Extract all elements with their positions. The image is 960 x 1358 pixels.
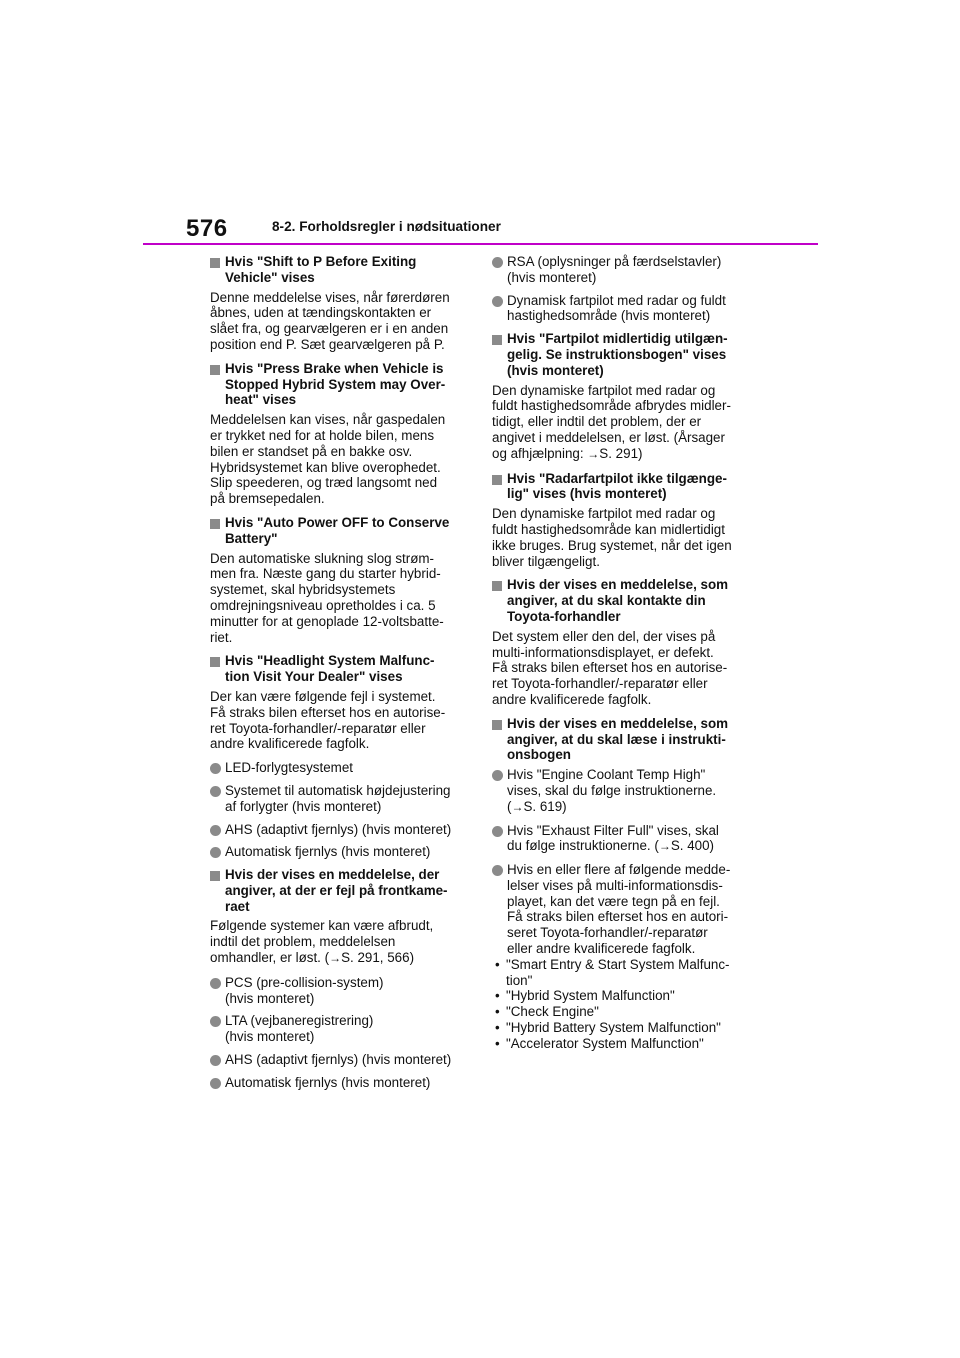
section-text: Den dynamiske fartpilot med radar og fuldt hastighedsområde kan midlertidigt ikke bruges. Brug systemet, når det igen bliver tilgængeligt. — [492, 506, 732, 569]
square-bullet-icon — [210, 657, 220, 667]
circle-bullet-icon — [492, 770, 503, 781]
section-heading: Hvis "Fartpilot midlertidig utilgæn- gelig. Se instruktionsbogen" vises (hvis monteret) — [492, 331, 754, 378]
arrow-right-icon: → — [511, 799, 524, 814]
list-item: Automatisk fjernlys (hvis monteret) — [210, 1075, 472, 1091]
list-item: AHS (adaptivt fjernlys) (hvis monteret) — [210, 822, 472, 838]
arrow-right-icon: → — [658, 839, 671, 854]
section-heading: Hvis der vises en meddelelse, der angiver, at der er fejl på frontkame- raet — [210, 867, 472, 914]
circle-bullet-icon — [492, 826, 503, 837]
section-text: Der kan være følgende fejl i systemet. Få straks bilen efterset hos en autorise- ret Toyota-forhandler/-reparatør eller andre kvalificerede fagfolk. — [210, 688, 446, 752]
section-text: Det system eller den del, der vises på multi-informationsdisplayet, er defekt. Få straks bilen efterset hos en autorise- ret Toyota-forhandler/-reparatør eller andre kvalificerede fagfolk. — [492, 628, 728, 707]
sub-list-item: • "Hybrid Battery System Malfunction" — [495, 1020, 721, 1036]
small-bullet-icon: • — [495, 1020, 500, 1036]
chapter-title: 8-2. Forholdsregler i nødsituationer — [272, 219, 501, 234]
arrow-right-icon: → — [587, 446, 600, 461]
square-bullet-icon — [210, 258, 220, 268]
sub-list-item: • "Hybrid System Malfunction" — [495, 988, 675, 1004]
section-text: Den dynamiske fartpilot med radar og fuldt hastighedsområde afbrydes midler- tidigt, eller indtil det problem, der er angivet i meddelelsen, er løst. (Årsager og afhjælpning: →S. 291) — [492, 382, 731, 461]
list-item: Automatisk fjernlys (hvis monteret) — [210, 844, 472, 860]
list-item: Systemet til automatisk højdejustering af forlygter (hvis monteret) — [210, 783, 472, 815]
left-column — [210, 254, 472, 1098]
section-text: Denne meddelelse vises, når førerdøren åbnes, uden at tændingskontakten er slået fra, og gearvælgeren er i en anden position end P. Sæt gearvælgeren på P. — [210, 289, 450, 352]
section-heading: Hvis "Press Brake when Vehicle is Stopped Hybrid System may Over- heat" vises — [210, 361, 472, 408]
page-reference-link[interactable]: S. 291) — [599, 445, 643, 461]
sub-list-item: • "Smart Entry & Start System Malfunc- tion" — [495, 956, 730, 988]
sub-list-item: • "Check Engine" — [495, 1004, 599, 1020]
square-bullet-icon — [492, 720, 502, 730]
small-bullet-icon: • — [495, 956, 500, 972]
section-heading: Hvis "Shift to P Before Exiting Vehicle" vises — [210, 254, 472, 286]
section-text: Den automatiske slukning slog strøm- men fra. Næste gang du starter hybrid- systemet, skal hybridsystemets omdrejningsniveau opretholdes i ca. 5 minutter for at genoplade 12-voltsbatte- riet. — [210, 550, 444, 645]
list-item: Hvis en eller flere af følgende medde- lelser vises på multi-informationsdis- playet, kan det være tegn på en fejl. Få straks bilen efterset hos en autori- seret Toyota-forhandler/-reparatør eller andre kvalificerede fagfolk. — [492, 862, 754, 957]
square-bullet-icon — [492, 475, 502, 485]
page-reference-link[interactable]: S. 400) — [670, 838, 715, 854]
square-bullet-icon — [492, 335, 502, 345]
list-item: LED-forlygtesystemet — [210, 760, 472, 776]
page-number: 576 — [186, 215, 228, 242]
circle-bullet-icon — [210, 763, 221, 774]
circle-bullet-icon — [210, 786, 221, 797]
circle-bullet-icon — [492, 257, 503, 268]
circle-bullet-icon — [492, 865, 503, 876]
list-item: RSA (oplysninger på færdselstavler) (hvis monteret) — [492, 254, 754, 286]
list-item: LTA (vejbaneregistrering) (hvis monteret) — [210, 1013, 472, 1045]
arrow-right-icon: → — [329, 951, 342, 966]
list-item: Dynamisk fartpilot med radar og fuldt hastighedsområde (hvis monteret) — [492, 293, 754, 325]
section-heading: Hvis der vises en meddelelse, som angiver, at du skal læse i instrukti- onsbogen — [492, 716, 754, 763]
sub-list-item: • "Accelerator System Malfunction" — [495, 1035, 704, 1051]
square-bullet-icon — [210, 365, 220, 375]
section-heading: Hvis der vises en meddelelse, som angiver, at du skal kontakte din Toyota-forhandler — [492, 577, 754, 624]
right-column — [492, 254, 754, 1052]
circle-bullet-icon — [492, 296, 503, 307]
small-bullet-icon: • — [495, 1035, 500, 1051]
list-item: Hvis "Exhaust Filter Full" vises, skal du følge instruktionerne. (→S. 400) — [492, 823, 754, 856]
page-reference-link[interactable]: S. 619) — [523, 798, 567, 814]
list-item: Hvis "Engine Coolant Temp High" vises, skal du følge instruktionerne. (→S. 619) — [492, 767, 754, 815]
section-heading: Hvis "Radarfartpilot ikke tilgænge- lig" vises (hvis monteret) — [492, 471, 754, 503]
page-reference-link[interactable]: S. 291, 566) — [341, 950, 415, 966]
square-bullet-icon — [492, 581, 502, 591]
section-text: Meddelelsen kan vises, når gaspedalen er trykket ned for at holde bilen, mens bilen er standset på en bakke osv. Hybridsystemet kan blive overophedet. Slip speederen, og træd langsomt ned på bremsepedalen. — [210, 412, 446, 507]
circle-bullet-icon — [210, 1055, 221, 1066]
circle-bullet-icon — [210, 978, 221, 989]
small-bullet-icon: • — [495, 1004, 500, 1020]
square-bullet-icon — [210, 871, 220, 881]
section-text: Følgende systemer kan være afbrudt, indtil det problem, meddelelsen omhandler, er løst. (→S. 291, 566) — [210, 918, 434, 966]
square-bullet-icon — [210, 519, 220, 529]
circle-bullet-icon — [210, 1078, 221, 1089]
circle-bullet-icon — [210, 1016, 221, 1027]
header-rule — [143, 243, 818, 245]
small-bullet-icon: • — [495, 988, 500, 1004]
section-heading: Hvis "Auto Power OFF to Conserve Battery" — [210, 515, 472, 547]
section-heading: Hvis "Headlight System Malfunc- tion Visit Your Dealer" vises — [210, 653, 472, 685]
circle-bullet-icon — [210, 847, 221, 858]
list-item: AHS (adaptivt fjernlys) (hvis monteret) — [210, 1052, 472, 1068]
circle-bullet-icon — [210, 825, 221, 836]
list-item: PCS (pre-collision-system) (hvis monteret) — [210, 975, 472, 1007]
